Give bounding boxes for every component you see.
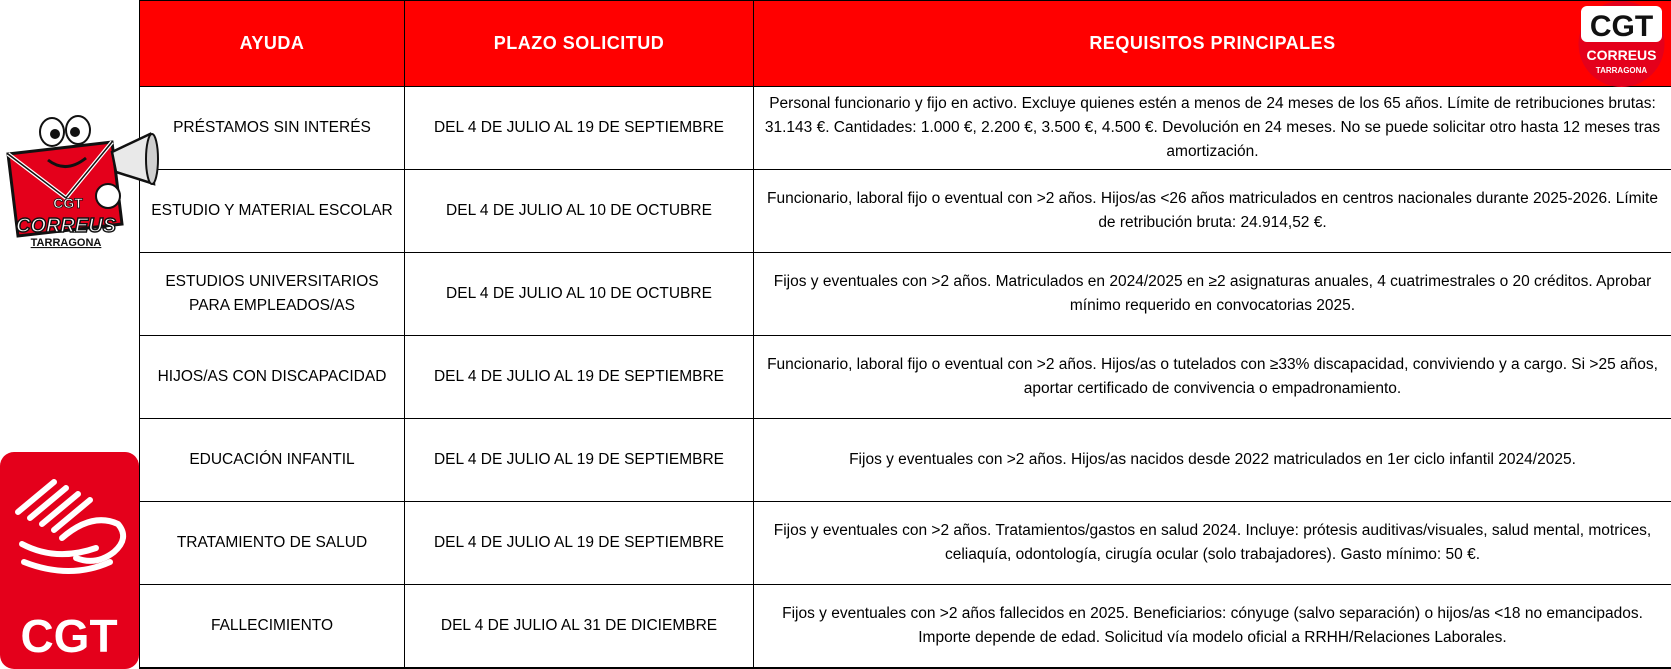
cell-requisitos: Fijos y eventuales con >2 años fallecidos en 2025. Beneficiarios: cónyuge (salvo separación) o hijos/as <18 no emancipados. Importe depende de edad. Solicitud vía modelo oficial a RRHH/Relaciones Laborales. xyxy=(754,585,1671,669)
logo-tr-text-3: TARRAGONA xyxy=(1595,66,1648,75)
cell-requisitos: Funcionario, laboral fijo o eventual con >2 años. Hijos/as <26 años matriculados en centros nacionales durante 2025-2026. Límite de retribución bruta: 24.914,52 €. xyxy=(754,170,1671,253)
cell-plazo: DEL 4 DE JULIO AL 10 DE OCTUBRE xyxy=(405,170,754,253)
cell-ayuda: PRÉSTAMOS SIN INTERÉS xyxy=(140,87,405,170)
mascot-text-2: CORREUS xyxy=(15,215,117,237)
cell-ayuda: FALLECIMIENTO xyxy=(140,585,405,669)
table-row xyxy=(140,502,1671,585)
table-row xyxy=(140,336,1671,419)
cell-requisitos: Fijos y eventuales con >2 años. Tratamientos/gastos en salud 2024. Incluye: prótesis auditivas/visuales, salud mental, motrices, celiaquía, odontología, cirugía ocular (solo trabajadores). Gasto mínimo: 50 €. xyxy=(754,502,1671,585)
cell-plazo: DEL 4 DE JULIO AL 31 DE DICIEMBRE xyxy=(405,585,754,669)
cgt-fist-logo-text: CGT xyxy=(20,610,118,662)
cell-ayuda: EDUCACIÓN INFANTIL xyxy=(140,419,405,502)
header-plazo: PLAZO SOLICITUD xyxy=(405,1,754,87)
cell-plazo: DEL 4 DE JULIO AL 19 DE SEPTIEMBRE xyxy=(405,419,754,502)
mascot-text-3: TARRAGONA xyxy=(30,237,102,249)
ayudas-table xyxy=(139,0,1671,669)
mascot-envelope-logo xyxy=(0,112,165,262)
logo-tr-text-1: CGT xyxy=(1589,10,1654,43)
table-header-row xyxy=(140,1,1671,87)
cgt-fist-logo xyxy=(0,452,139,669)
table-row xyxy=(140,419,1671,502)
cell-plazo: DEL 4 DE JULIO AL 10 DE OCTUBRE xyxy=(405,253,754,336)
header-requisitos: REQUISITOS PRINCIPALES xyxy=(754,1,1671,87)
cell-requisitos: Fijos y eventuales con >2 años. Hijos/as nacidos desde 2022 matriculados en 1er ciclo infantil 2024/2025. xyxy=(754,419,1671,502)
table-row xyxy=(140,170,1671,253)
cell-requisitos: Personal funcionario y fijo en activo. Excluye quienes estén a menos de 24 meses de los 65 años. Límite de retribuciones brutas: 31.143 €. Cantidades: 1.000 €, 2.200 €, 3.500 €, 4.500 €. Devolución en 24 meses. No se puede solicitar otro hasta 12 meses tras amortización. xyxy=(754,87,1671,170)
logo-tr-text-2: CORREUS xyxy=(1586,47,1657,63)
cell-requisitos: Fijos y eventuales con >2 años. Matriculados en 2024/2025 en ≥2 asignaturas anuales, 4 cuatrimestrales o 20 créditos. Aprobar mínimo requerido en convocatorias 2025. xyxy=(754,253,1671,336)
cell-ayuda: TRATAMIENTO DE SALUD xyxy=(140,502,405,585)
table-row xyxy=(140,585,1671,669)
cgt-correus-logo xyxy=(1575,0,1668,88)
cell-ayuda: ESTUDIO Y MATERIAL ESCOLAR xyxy=(140,170,405,253)
cell-requisitos: Funcionario, laboral fijo o eventual con >2 años. Hijos/as o tutelados con ≥33% discapacidad, conviviendo y a cargo. Si >25 años, aportar certificado de convivencia o empadronamiento. xyxy=(754,336,1671,419)
cell-plazo: DEL 4 DE JULIO AL 19 DE SEPTIEMBRE xyxy=(405,336,754,419)
table-row xyxy=(140,253,1671,336)
cell-ayuda: HIJOS/AS CON DISCAPACIDAD xyxy=(140,336,405,419)
cell-plazo: DEL 4 DE JULIO AL 19 DE SEPTIEMBRE xyxy=(405,502,754,585)
cell-ayuda: ESTUDIOS UNIVERSITARIOS PARA EMPLEADOS/AS xyxy=(140,253,405,336)
header-ayuda: AYUDA xyxy=(140,1,405,87)
table-row xyxy=(140,87,1671,170)
mascot-text-1: CGT xyxy=(53,195,83,211)
cell-plazo: DEL 4 DE JULIO AL 19 DE SEPTIEMBRE xyxy=(405,87,754,170)
